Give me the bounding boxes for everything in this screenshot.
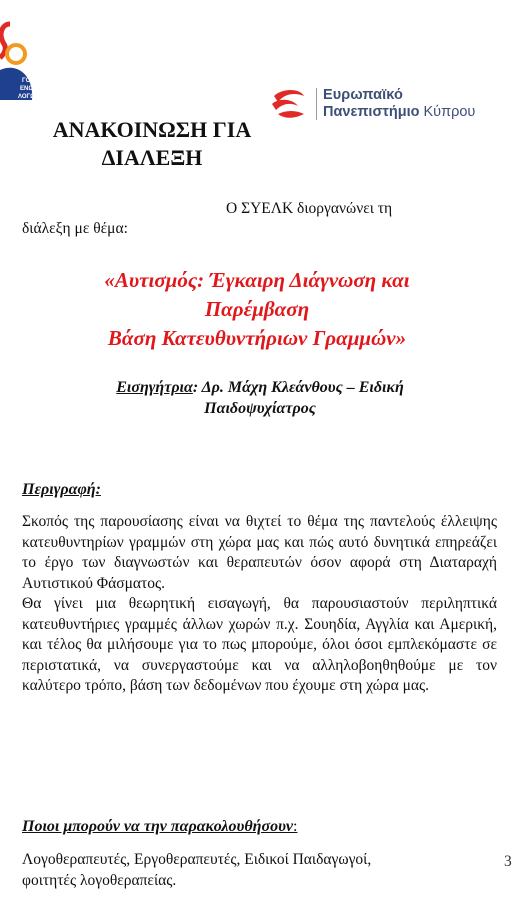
announcement-title: ΑΝΑΚΟΙΝΩΣΗ ΓΙΑ ΔΙΑΛΕΞΗ <box>52 117 252 170</box>
speaker-info: Εισηγήτρια: Δρ. Μάχη Κλεάνθους – Ειδική Παιδοψυχίατρος <box>116 379 404 417</box>
audience-heading: Ποιοι μπορούν να την παρακολουθήσουν: <box>22 818 298 835</box>
svg-text:ΕΝΩΝ: ΕΝΩΝ <box>20 86 38 92</box>
description-paragraph-2: Θα γίνει μια θεωρητική εισαγωγή, θα παρουσιαστούν περιληπτικά κατευθυντήριες γραμμές άλλων χωρών π.χ. Σουηδία, Αγγλία και Αμερική, και τέλος θα μιλήσουμε για το πως μπορούμε, όλοι όσοι εμπλεκόμαστε σε περιστατικά, να συνεργαστούμε και να αλληλοβοηθηθούμε με τον καλύτερο τρόπο, βάση των δεδομένων που έχουμε στη χώρα μας. <box>22 595 497 694</box>
svg-text:ΓΟΣ: ΓΟΣ <box>22 78 34 84</box>
university-name-line1: Ευρωπαϊκό <box>323 87 403 103</box>
university-name-line2: Πανεπιστήμιο Κύπρου <box>323 104 476 120</box>
description-paragraph-1: Σκοπός της παρουσίασης είναι να θιχτεί το θέμα της παντελούς έλλειψης κατευθυντηρίων γραμμών στη χώρα μας και πώς αυτό δυνητικά επηρεάζει το έργο των διαγνωστών και θεραπευτών όσον αφορά στη Διαταραχή Αυτιστικού Φάσματος. <box>22 513 497 592</box>
audience-list: Λογοθεραπευτές, Εργοθεραπευτές, Ειδικοί Παιδαγωγοί, φοιτητές λογοθεραπείας. <box>22 851 372 889</box>
association-logo <box>0 18 40 110</box>
description-heading: Περιγραφή: <box>22 481 101 498</box>
university-logo <box>270 86 502 124</box>
page-edge-character: 3 <box>504 853 512 870</box>
description-body <box>22 512 497 697</box>
intro-line-1: Ο ΣΥΕΛΚ διοργανώνει τη <box>226 200 393 217</box>
svg-text:ΛΟΓΩΝ: ΛΟΓΩΝ <box>18 94 40 100</box>
intro-line-2: διάλεξη με θέμα: <box>22 220 128 237</box>
lecture-topic: «Αυτισμός: Έγκαιρη Διάγνωση και Παρέμβαση Βάση Κατευθυντήριων Γραμμών» <box>104 268 410 350</box>
logo-separator <box>316 88 317 120</box>
